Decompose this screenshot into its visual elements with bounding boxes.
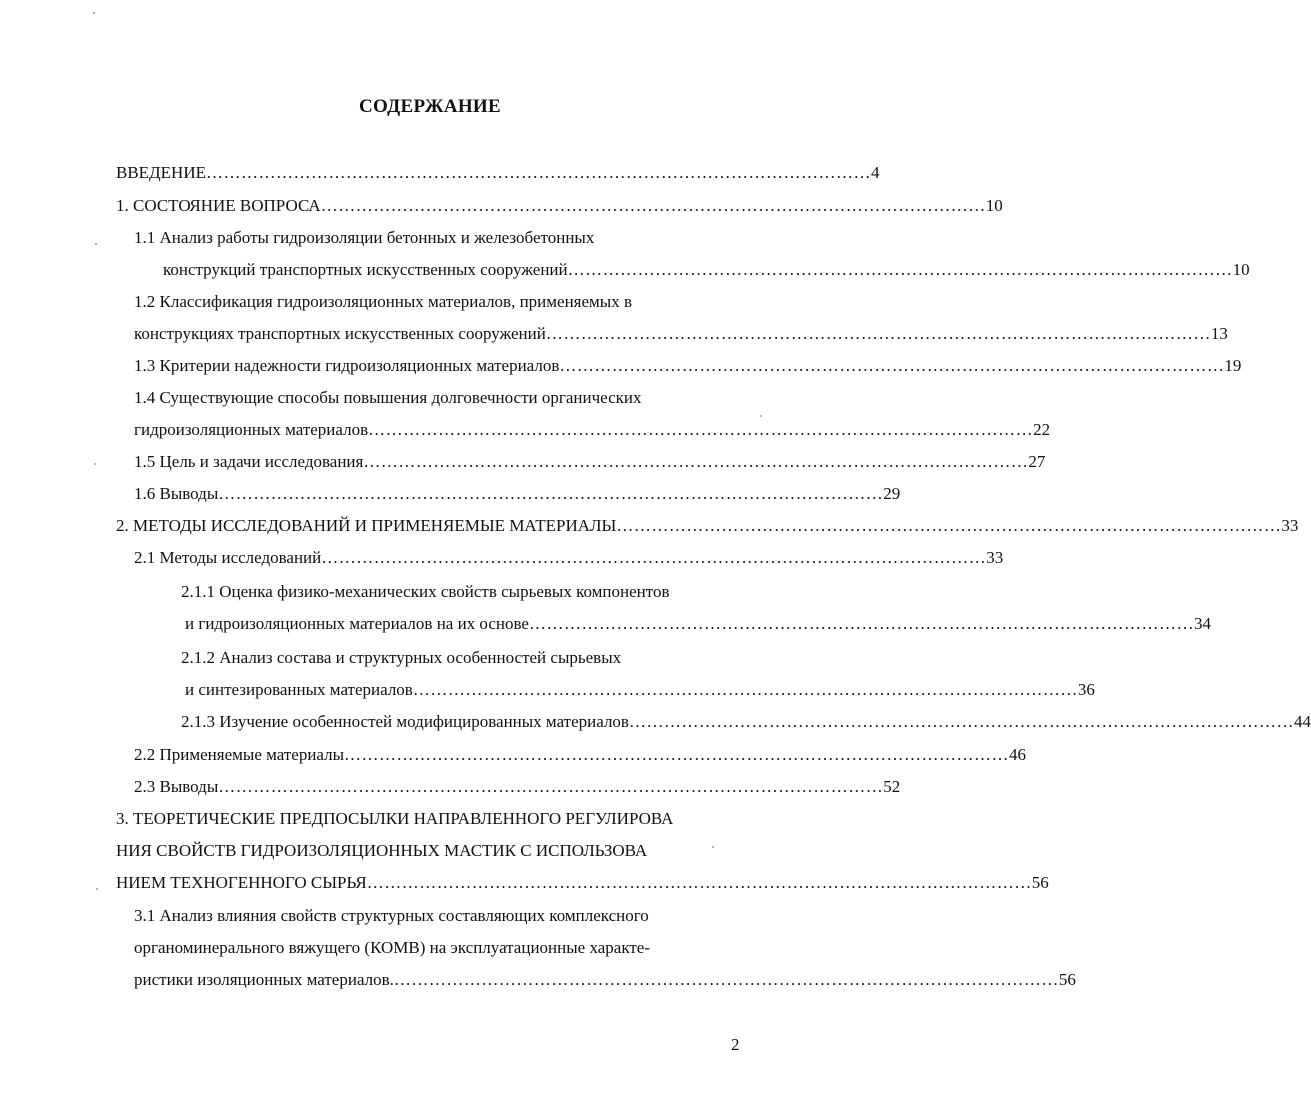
toc-entry-text: 2.1.3 Изучение особенностей модифицированных материалов xyxy=(181,712,629,731)
toc-entry-text: 2. МЕТОДЫ ИССЛЕДОВАНИЙ И ПРИМЕНЯЕМЫЕ МАТЕРИАЛЫ xyxy=(116,516,617,535)
toc-entry-2-3[interactable] xyxy=(134,772,901,802)
toc-entry-2-1-1[interactable] xyxy=(185,609,1211,639)
toc-entry-2-1-2-line1: 2.1.2 Анализ состава и структурных особенностей сырьевых xyxy=(181,648,622,667)
toc-entry-page: 10 xyxy=(1232,260,1250,279)
toc-leader-dots: …………………………………………………………………………………………………… xyxy=(559,356,1225,375)
toc-entry-page: 33 xyxy=(1281,516,1299,535)
scan-speck xyxy=(93,12,95,14)
toc-entry-text: конструкций транспортных искусственных сооружений xyxy=(163,260,568,279)
toc-entry-2-1-1-line1: 2.1.1 Оценка физико-механических свойств сырьевых компонентов xyxy=(181,582,670,601)
toc-leader-dots: …………………………………………………………………………………………………… xyxy=(567,260,1233,279)
toc-entry-2-1-3[interactable] xyxy=(181,707,1311,737)
toc-entry-chapter-1[interactable] xyxy=(116,191,1003,221)
toc-entry-page: 29 xyxy=(883,484,901,503)
toc-entry-text: 1.5 Цель и задачи исследования xyxy=(134,452,364,471)
toc-entry-page: 52 xyxy=(883,777,901,796)
toc-entry-2-2[interactable] xyxy=(134,740,1027,770)
toc-leader-dots: …………………………………………………………………………………………………… xyxy=(363,452,1029,471)
toc-entry-page: 27 xyxy=(1028,452,1046,471)
scan-speck xyxy=(760,415,762,417)
toc-entry-1-4-line1: 1.4 Существующие способы повышения долговечности органических xyxy=(134,388,642,407)
toc-entry-1-2[interactable] xyxy=(134,319,1228,349)
toc-entry-text: НИЕМ ТЕХНОГЕННОГО СЫРЬЯ xyxy=(116,873,367,892)
toc-entry-page: 33 xyxy=(986,548,1004,567)
toc-leader-dots: …………………………………………………………………………………………………… xyxy=(393,970,1059,989)
scan-speck xyxy=(94,463,96,465)
toc-entry-chapter-3[interactable] xyxy=(116,868,1049,898)
toc-leader-dots: …………………………………………………………………………………………………… xyxy=(366,873,1032,892)
toc-entry-text: 2.3 Выводы xyxy=(134,777,219,796)
toc-entry-text: конструкциях транспортных искусственных сооружений xyxy=(134,324,546,343)
toc-entry-page: 10 xyxy=(985,196,1003,215)
toc-entry-1-6[interactable] xyxy=(134,479,901,509)
toc-leader-dots: …………………………………………………………………………………………………… xyxy=(368,420,1034,439)
scan-speck xyxy=(96,888,98,890)
toc-leader-dots: …………………………………………………………………………………………………… xyxy=(218,777,884,796)
toc-leader-dots: …………………………………………………………………………………………………… xyxy=(320,196,986,215)
toc-entry-page: 19 xyxy=(1224,356,1242,375)
toc-leader-dots: …………………………………………………………………………………………………… xyxy=(218,484,884,503)
toc-entry-text: ристики изоляционных материалов. xyxy=(134,970,394,989)
toc-entry-page: 46 xyxy=(1009,745,1027,764)
toc-entry-page: 56 xyxy=(1031,873,1049,892)
scan-speck xyxy=(712,846,714,848)
toc-entry-1-1-line1: 1.1 Анализ работы гидроизоляции бетонных и железобетонных xyxy=(134,228,595,247)
toc-entry-text: 2.1 Методы исследований xyxy=(134,548,322,567)
toc-leader-dots: …………………………………………………………………………………………………… xyxy=(616,516,1282,535)
toc-entry-page: 44 xyxy=(1293,712,1311,731)
toc-leader-dots: …………………………………………………………………………………………………… xyxy=(321,548,987,567)
toc-entry-text: и синтезированных материалов xyxy=(185,680,413,699)
toc-entry-text: 1.6 Выводы xyxy=(134,484,219,503)
toc-entry-chapter-3-line1: 3. ТЕОРЕТИЧЕСКИЕ ПРЕДПОСЫЛКИ НАПРАВЛЕННОГО РЕГУЛИРОВА xyxy=(116,809,674,828)
toc-entry-introduction[interactable] xyxy=(116,158,880,188)
toc-entry-1-3[interactable] xyxy=(134,351,1242,381)
toc-entry-chapter-3-line2: НИЯ СВОЙСТВ ГИДРОИЗОЛЯЦИОННЫХ МАСТИК С ИСПОЛЬЗОВА xyxy=(116,841,648,860)
toc-entry-2-1[interactable] xyxy=(134,543,1004,573)
toc-entry-text: 1.3 Критерии надежности гидроизоляционных материалов xyxy=(134,356,560,375)
toc-entry-text: ВВЕДЕНИЕ xyxy=(116,163,206,182)
toc-entry-page: 13 xyxy=(1210,324,1228,343)
toc-entry-text: 2.2 Применяемые материалы xyxy=(134,745,345,764)
scan-speck xyxy=(95,243,97,245)
toc-entry-page: 34 xyxy=(1193,614,1211,633)
toc-entry-3-1-line2: органоминерального вяжущего (КОМВ) на эксплуатационные характе- xyxy=(134,938,651,957)
toc-entry-3-1-line1: 3.1 Анализ влияния свойств структурных составляющих комплексного xyxy=(134,906,649,925)
toc-leader-dots: …………………………………………………………………………………………………… xyxy=(545,324,1211,343)
toc-entry-2-1-2[interactable] xyxy=(185,675,1095,705)
toc-entry-chapter-2[interactable] xyxy=(116,511,1299,541)
toc-leader-dots: …………………………………………………………………………………………………… xyxy=(412,680,1078,699)
toc-entry-page: 22 xyxy=(1033,420,1051,439)
page-title: СОДЕРЖАНИЕ xyxy=(359,96,501,117)
toc-entry-1-4[interactable] xyxy=(134,415,1051,445)
toc-entry-1-2-line1: 1.2 Классификация гидроизоляционных материалов, применяемых в xyxy=(134,292,632,311)
toc-entry-text: гидроизоляционных материалов xyxy=(134,420,369,439)
toc-entry-3-1[interactable] xyxy=(134,965,1076,995)
toc-entry-page: 4 xyxy=(870,163,880,182)
toc-entry-text: и гидроизоляционных материалов на их основе xyxy=(185,614,529,633)
toc-leader-dots: …………………………………………………………………………………………………… xyxy=(628,712,1294,731)
toc-entry-text: 1. СОСТОЯНИЕ ВОПРОСА xyxy=(116,196,321,215)
toc-leader-dots: …………………………………………………………………………………………………… xyxy=(344,745,1010,764)
toc-entry-page: 36 xyxy=(1077,680,1095,699)
toc-leader-dots: …………………………………………………………………………………………………… xyxy=(205,163,871,182)
page-number: 2 xyxy=(731,1035,740,1054)
toc-entry-1-5[interactable] xyxy=(134,447,1046,477)
toc-leader-dots: …………………………………………………………………………………………………… xyxy=(528,614,1194,633)
toc-entry-1-1[interactable] xyxy=(163,255,1250,285)
toc-entry-page: 56 xyxy=(1058,970,1076,989)
